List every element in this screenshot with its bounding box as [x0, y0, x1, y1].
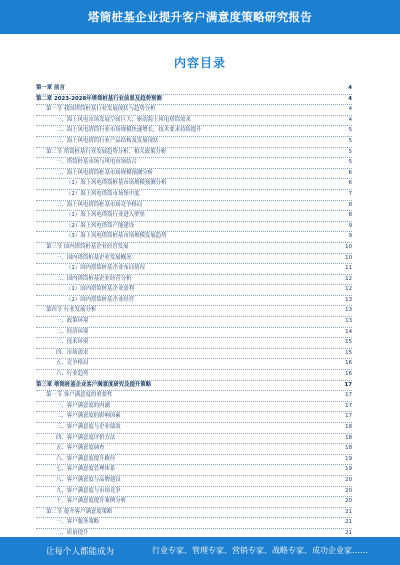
toc-entry-title: 三、海上风电塔筒行业产品结构及发展现状: [56, 137, 160, 147]
toc-entry-page: 11: [343, 264, 352, 274]
toc-entry-page: 7: [347, 190, 352, 200]
toc-entry-page: 5: [347, 148, 352, 158]
toc-entry[interactable]: [36, 190, 352, 201]
toc-entry[interactable]: [36, 169, 352, 180]
toc-entry-page: 10: [343, 254, 352, 264]
toc-entry[interactable]: [36, 465, 352, 476]
toc-entry-page: 17: [343, 391, 352, 401]
toc-entry-title: 九、客户满意度与市场竞争: [56, 487, 123, 497]
toc-entry-title: 一、客户满意度的内涵: [56, 402, 112, 412]
toc-entry[interactable]: [36, 476, 352, 487]
toc-entry-title: 五、竞争格局: [56, 359, 90, 369]
toc-entry[interactable]: [36, 254, 352, 265]
toc-entry-page: 13: [343, 296, 352, 306]
toc-entry-title: 第三章 塔筒桩基企业客户满意度研究及提升策略: [36, 381, 153, 391]
toc-entry[interactable]: [36, 359, 352, 370]
toc-entry[interactable]: [36, 137, 352, 148]
toc-entry-page: 19: [343, 455, 352, 465]
toc-entry-title: 第一节 我国塔筒桩基行业发展现状与趋势分析: [46, 105, 158, 115]
toc-entry-title: （1）海上风电塔筒行业进入壁垒: [66, 211, 147, 221]
toc-entry[interactable]: [36, 370, 352, 381]
report-title: 塔筒桩基企业提升客户满意度策略研究报告: [87, 10, 313, 24]
bottom-bar: [0, 537, 400, 565]
toc-entry-title: （1）国内塔筒桩基企业布局情况: [66, 264, 147, 274]
toc-entry-page: 6: [347, 179, 352, 189]
toc-entry-title: 一、政策环境: [56, 317, 90, 327]
toc-entry-page: 13: [343, 317, 352, 327]
toc-entry-title: 二、海上风电塔筒行业市场规模快速增长，技术要求持续提升: [56, 126, 204, 136]
toc-entry-page: 8: [347, 211, 352, 221]
table-of-contents: [36, 84, 352, 540]
toc-entry-title: 四、客户满意度评价方法: [56, 434, 117, 444]
toc-entry[interactable]: [36, 434, 352, 445]
toc-entry-page: 5: [347, 158, 352, 168]
toc-entry-page: 9: [347, 232, 352, 242]
toc-entry-title: 第二节 提升客户满意度策略: [46, 508, 114, 518]
toc-entry[interactable]: [36, 211, 352, 222]
toc-entry-page: 19: [343, 465, 352, 475]
toc-entry[interactable]: [36, 349, 352, 360]
toc-entry-title: 第二节 塔筒桩基行业发展趋势分析，相关政策分析: [46, 148, 168, 158]
toc-entry[interactable]: [36, 148, 352, 159]
toc-entry[interactable]: [36, 497, 352, 508]
toc-entry-title: 三、客户满意度与企业绩效: [56, 423, 123, 433]
toc-entry-title: 三、技术环境: [56, 338, 90, 348]
toc-entry-page: 12: [343, 275, 352, 285]
toc-entry-page: 4: [347, 116, 352, 126]
toc-entry-page: 5: [347, 137, 352, 147]
toc-entry-title: 第四节 行业发展分析: [46, 306, 98, 316]
toc-entry-title: （2）海上风电塔筒产能建设: [66, 222, 136, 232]
toc-entry[interactable]: [36, 518, 352, 529]
toc-entry-page: 15: [343, 338, 352, 348]
toc-entry-title: 二、客户满意度的影响因素: [56, 412, 123, 422]
toc-entry-page: 20: [343, 476, 352, 486]
toc-entry[interactable]: [36, 412, 352, 423]
toc-entry-page: 21: [343, 529, 352, 539]
toc-entry-page: 21: [343, 518, 352, 528]
toc-entry-page: 17: [343, 402, 352, 412]
toc-entry[interactable]: [36, 264, 352, 275]
toc-entry[interactable]: [36, 243, 352, 254]
toc-heading: 内容目录: [173, 56, 226, 70]
toc-entry[interactable]: [36, 84, 352, 95]
toc-entry-page: 10: [343, 243, 352, 253]
toc-entry-title: （2）国内塔筒桩基企业经营: [66, 296, 136, 306]
toc-entry[interactable]: [36, 296, 352, 307]
toc-entry-title: 六、客户满意度提升路径: [56, 455, 117, 465]
toc-entry-title: 一、客户服务策略: [56, 518, 101, 528]
toc-entry[interactable]: [36, 158, 352, 169]
toc-entry-title: 八、客户满意度与品牌建设: [56, 476, 123, 486]
toc-entry-title: 二、质量提升: [56, 529, 90, 539]
toc-entry-page: 17: [343, 412, 352, 422]
footer-roles: 行业专家、管理专家、营销专家、战略专家、成功企业家……: [152, 546, 368, 555]
toc-entry-title: 第三节 国内塔筒桩基企业经营发展: [46, 243, 131, 253]
toc-entry-title: 第一节 客户满意度的重要性: [46, 391, 114, 401]
footer-slogan: 让每个人都能成为: [46, 547, 115, 557]
toc-entry-page: 18: [343, 444, 352, 454]
toc-entry[interactable]: [36, 179, 352, 190]
toc-entry[interactable]: [36, 275, 352, 286]
toc-entry-title: 一、塔筒桩基市场与风电市场结合: [56, 158, 139, 168]
toc-entry-title: 二、经济环境: [56, 328, 90, 338]
toc-entry[interactable]: [36, 317, 352, 328]
toc-entry[interactable]: [36, 338, 352, 349]
toc-entry[interactable]: [36, 201, 352, 212]
toc-entry-page: 4: [347, 105, 352, 115]
toc-entry[interactable]: [36, 508, 352, 519]
toc-entry[interactable]: [36, 105, 352, 116]
top-banner: [0, 0, 400, 34]
toc-entry-page: 8: [347, 201, 352, 211]
toc-entry-title: 七、客户满意度管理体系: [56, 465, 117, 475]
toc-entry-title: 十、客户满意度提升案例分析: [56, 497, 128, 507]
toc-entry-title: 第一章 前言: [36, 84, 67, 94]
toc-entry-title: （3）海上风电塔筒桩基市场规模发展趋势: [66, 232, 168, 242]
toc-entry-page: 21: [343, 508, 352, 518]
toc-entry-title: 六、行业趋势: [56, 370, 90, 380]
toc-entry[interactable]: [36, 95, 352, 106]
toc-entry-page: 13: [343, 306, 352, 316]
toc-entry[interactable]: [36, 391, 352, 402]
toc-entry-title: 四、市场需求: [56, 349, 90, 359]
toc-entry-page: 6: [347, 169, 352, 179]
toc-entry-page: 16: [343, 370, 352, 380]
toc-entry-page: 20: [343, 487, 352, 497]
toc-entry-title: 一、海上风电市场发展空间巨大，驱动海上风电塔筒需求: [56, 116, 193, 126]
toc-entry-page: 12: [343, 285, 352, 295]
toc-entry-title: 五、客户满意度调查: [56, 444, 107, 454]
toc-entry-page: 5: [347, 126, 352, 136]
toc-entry-title: （1）国内塔筒桩基企业盈利: [66, 285, 136, 295]
toc-entry-page: 18: [343, 434, 352, 444]
toc-entry[interactable]: [36, 285, 352, 296]
toc-entry[interactable]: [36, 232, 352, 243]
toc-entry-title: 二、国内塔筒桩基企业经营分析: [56, 275, 133, 285]
toc-entry-title: 二、海上风电塔筒桩基市场规模预测分析: [56, 169, 155, 179]
toc-entry[interactable]: [36, 222, 352, 233]
toc-entry-page: 4: [346, 95, 352, 105]
toc-entry-title: 一、国内塔筒桩基企业发展概况: [56, 254, 133, 264]
toc-entry[interactable]: [36, 444, 352, 455]
toc-entry-title: （1）海上风电塔筒桩基市场规模预测分析: [66, 179, 168, 189]
toc-entry-page: 20: [343, 497, 352, 507]
toc-entry[interactable]: [36, 126, 352, 137]
toc-entry[interactable]: [36, 328, 352, 339]
toc-entry-page: 14: [343, 328, 352, 338]
toc-entry-page: 17: [342, 381, 352, 391]
toc-entry-page: 16: [343, 359, 352, 369]
toc-entry[interactable]: [36, 455, 352, 466]
toc-entry[interactable]: [36, 402, 352, 413]
toc-entry-page: 15: [343, 349, 352, 359]
toc-entry[interactable]: [36, 487, 352, 498]
toc-entry-page: 9: [347, 222, 352, 232]
toc-entry-title: 第二章 2023-2028年塔筒桩基行业前景及趋势预测: [36, 95, 164, 105]
toc-entry-title: （2）海上风电塔筒市场集中度: [66, 190, 142, 200]
toc-entry-page: 18: [343, 423, 352, 433]
toc-entry-page: 4: [346, 84, 352, 94]
toc-entry-title: 三、海上风电塔筒桩基市场竞争格局: [56, 201, 144, 211]
toc-entry[interactable]: [36, 306, 352, 317]
toc-entry[interactable]: [36, 381, 352, 392]
toc-entry[interactable]: [36, 116, 352, 127]
toc-entry[interactable]: [36, 423, 352, 434]
